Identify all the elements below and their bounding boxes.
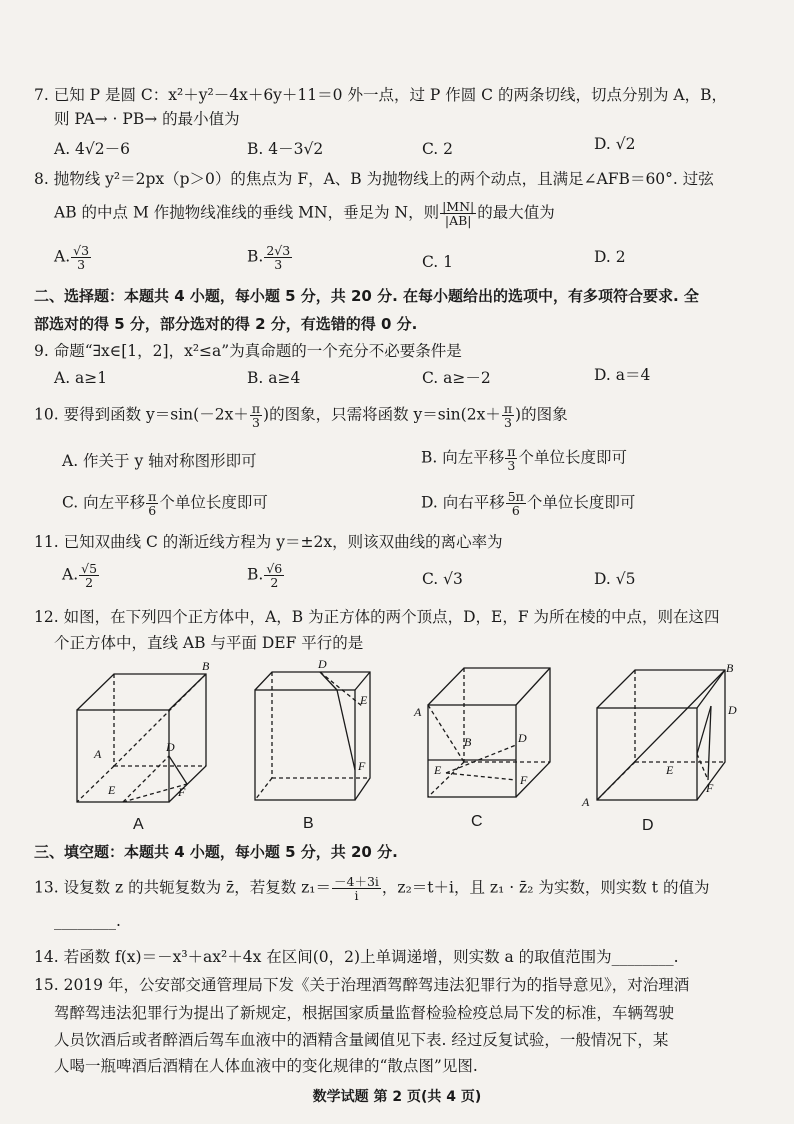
q8-option-b-label: B.: [247, 247, 264, 266]
q11-option-b-fraction: [264, 562, 284, 589]
q10-frac-b-den: 3: [503, 415, 512, 431]
q11-option-b-num: √6: [266, 561, 283, 576]
q10-stem: [34, 402, 568, 429]
q13-answer-blank: ________.: [54, 912, 121, 930]
label-d: D: [518, 731, 527, 745]
q10-option-d-den: 6: [511, 503, 520, 519]
q15-line2: 驾醉驾违法犯罪行为提出了新规定，根据国家质量监督检验检疫总局下发的标准，车辆驾驶: [54, 1004, 675, 1022]
label-a: A: [94, 747, 102, 761]
q7-option-c: C. 2: [422, 140, 454, 158]
q10-option-c: [62, 490, 268, 517]
q8-option-d: D. 2: [594, 248, 626, 266]
line-ab: [428, 705, 464, 762]
cube-figure-a: [70, 660, 220, 810]
q8-stem-line2-text: AB 的中点 M 作抛物线准线的垂线 MN，垂足为 N，则: [54, 203, 440, 222]
q8-stem-line2: [54, 200, 555, 227]
q13-z1-num: －4＋3i: [334, 874, 379, 889]
q8-option-a: [54, 244, 92, 271]
q10-pi-over-3-a: [250, 402, 262, 429]
plane-def-edge: [446, 773, 516, 780]
plane-def-edge: [697, 754, 708, 780]
q13-stem-pre: 13. 设复数 z 的共轭复数为 z̄，若复数 z₁＝: [34, 878, 331, 897]
figure-caption-a: A: [133, 816, 144, 833]
q10-option-b-post: 个单位长度即可: [518, 448, 627, 467]
q11-stem: 11. 已知双曲线 C 的渐近线方程为 y＝±2x，则该双曲线的离心率为: [34, 533, 503, 551]
q10-option-b-pre: B. 向左平移: [421, 448, 505, 467]
q12-stem-line2: 个正方体中，直线 AB 与平面 DEF 平行的是: [54, 634, 364, 652]
q8-stem-line2-end: 的最大值为: [477, 203, 555, 222]
q10-option-d-fraction: [506, 490, 526, 517]
section2-heading-line1: 二、选择题：本题共 4 小题，每小题 5 分，共 20 分. 在每小题给出的选项中，有多项符合要求. 全: [34, 287, 699, 305]
cube-d-edge: [697, 670, 725, 708]
q9-option-c: C. a≥－2: [422, 369, 491, 387]
q7-stem-line2: 则 PA→ · PB→ 的最小值为: [54, 110, 240, 128]
q10-option-d-pre: D. 向右平移: [421, 493, 505, 512]
section3-heading: 三、填空题：本题共 4 小题，每小题 5 分，共 20 分.: [34, 843, 398, 861]
q13-stem-post: ，z₂＝t＋i，且 z₁ · z̄₂ 为实数，则实数 t 的值为: [381, 878, 710, 897]
label-d: D: [728, 703, 737, 717]
q15-line3: 人员饮酒后或者醉酒后驾车血液中的酒精含量阈值见下表. 经过反复试验，一般情况下，某: [54, 1031, 669, 1049]
q11-option-a: [62, 562, 100, 589]
q11-option-b-label: B.: [247, 565, 264, 584]
plane-def-edge: [337, 690, 355, 770]
q8-ratio-den: |AB|: [444, 213, 472, 229]
q11-option-a-num: √5: [81, 561, 98, 576]
q13-z1-fraction: [332, 875, 381, 902]
label-f: F: [178, 785, 186, 799]
cube-b-edge: [355, 672, 370, 690]
q15-line1: 15. 2019 年，公安部交通管理局下发《关于治理酒驾醉驾违法犯罪行为的指导意见》，对治理酒: [34, 976, 690, 994]
cube-figure-d: [580, 660, 735, 810]
cube-a-front-face: [77, 710, 169, 802]
q7-option-b: B. 4－3√2: [247, 140, 324, 158]
label-e: E: [434, 763, 442, 777]
cube-b-front-face: [255, 690, 355, 800]
q10-stem-pre: 10. 要得到函数 y＝sin(－2x＋: [34, 405, 249, 424]
q8-option-b-den: 3: [274, 257, 283, 273]
label-e: E: [360, 693, 368, 707]
q8-option-b: [247, 244, 293, 271]
cube-figure-b: [240, 657, 390, 810]
cube-c-edge: [516, 668, 550, 705]
label-f: F: [706, 781, 714, 795]
q7-stem-line1: 7. 已知 P 是圆 C：x²＋y²－4x＋6y＋11＝0 外一点，过 P 作圆 C 的两条切线，切点分别为 A，B，: [34, 86, 727, 104]
q10-pi-over-3-b: [502, 402, 514, 429]
q10-option-c-post: 个单位长度即可: [159, 493, 268, 512]
label-a: A: [582, 795, 590, 809]
q13-z1-den: i: [354, 888, 359, 904]
label-f: F: [520, 773, 528, 787]
q10-option-a: A. 作关于 y 轴对称图形即可: [62, 452, 257, 470]
q14-stem: 14. 若函数 f(x)＝－x³＋ax²＋4x 在区间(0，2)上单调递增，则实数 a 的取值范围为________.: [34, 948, 679, 966]
q8-option-a-label: A.: [54, 247, 71, 266]
q7-option-d: D. √2: [594, 135, 636, 153]
q10-frac-a-den: 3: [251, 415, 260, 431]
q10-option-c-num: π: [148, 489, 157, 504]
q8-stem-line1: 8. 抛物线 y²＝2px（p＞0）的焦点为 F，A、B 为抛物线上的两个动点，且满足∠AFB＝60°. 过弦: [34, 170, 714, 188]
label-e: E: [666, 763, 674, 777]
q10-option-b: [421, 445, 627, 472]
q11-option-c: C. √3: [422, 570, 463, 588]
q8-option-a-num: √3: [73, 243, 90, 258]
figure-caption-c: C: [471, 813, 483, 830]
q10-option-d-num: 5π: [507, 489, 524, 504]
q15-line4: 人喝一瓶啤酒后酒精在人体血液中的变化规律的“散点图”见图.: [54, 1057, 478, 1075]
q11-option-a-fraction: [79, 562, 99, 589]
q11-option-b-den: 2: [270, 575, 279, 591]
label-b: B: [464, 735, 472, 749]
cube-b-hidden-edge: [255, 778, 272, 800]
cube-figure-c: [408, 660, 558, 810]
q10-stem-mid: )的图象，只需将函数 y＝sin(2x＋: [263, 405, 501, 424]
q11-option-a-label: A.: [62, 565, 79, 584]
label-d: D: [318, 657, 327, 671]
q9-option-a: A. a≥1: [54, 369, 108, 387]
q10-option-b-den: 3: [507, 458, 516, 474]
q10-option-b-num: π: [507, 444, 516, 459]
q10-option-c-den: 6: [148, 503, 157, 519]
q8-ratio-num: |MN|: [442, 199, 475, 214]
q10-option-d-post: 个单位长度即可: [526, 493, 636, 512]
q13-stem: [34, 875, 709, 902]
q9-stem: 9. 命题“∃x∈[1，2]，x²≤a”为真命题的一个充分不必要条件是: [34, 342, 462, 360]
cube-c-front-face: [428, 705, 516, 797]
q8-option-a-fraction: [71, 244, 91, 271]
figure-caption-b: B: [303, 815, 314, 832]
label-a: A: [414, 705, 422, 719]
q10-stem-post: )的图象: [515, 405, 568, 424]
section2-heading-line2: 部选对的得 5 分，部分选对的得 2 分，有选错的得 0 分.: [34, 315, 418, 333]
q10-option-c-fraction: [146, 490, 158, 517]
q9-option-d: D. a＝4: [594, 366, 651, 384]
q10-frac-a-num: π: [251, 401, 261, 416]
q11-option-a-den: 2: [85, 575, 94, 591]
label-b: B: [726, 661, 734, 675]
label-e: E: [108, 783, 116, 797]
q10-option-c-pre: C. 向左平移: [62, 493, 146, 512]
q8-option-b-num: 2√3: [266, 243, 291, 258]
plane-def-edge: [169, 756, 187, 784]
cube-d-front-face: [597, 708, 697, 800]
q11-option-b: [247, 562, 285, 589]
label-d: D: [166, 740, 175, 754]
q12-stem-line1: 12. 如图，在下列四个正方体中，A，B 为正方体的两个顶点，D，E，F 为所在棱的中点，则在这四: [34, 608, 720, 626]
q8-ratio-fraction: [440, 200, 476, 227]
q8-option-c: C. 1: [422, 253, 454, 271]
q7-option-a: A. 4√2－6: [54, 140, 131, 158]
page-footer: 数学试题 第 2 页(共 4 页): [312, 1089, 482, 1105]
q10-frac-b-num: π: [503, 401, 513, 416]
q11-option-d: D. √5: [594, 570, 636, 588]
q9-option-b: B. a≥4: [247, 369, 301, 387]
label-f: F: [358, 759, 366, 773]
label-b: B: [202, 659, 210, 673]
q8-option-a-den: 3: [77, 257, 86, 273]
q10-option-d: [421, 490, 635, 517]
q10-option-b-fraction: [505, 445, 517, 472]
plane-def-edge: [708, 706, 711, 780]
q8-option-b-fraction: [264, 244, 292, 271]
figure-caption-d: D: [642, 817, 654, 834]
